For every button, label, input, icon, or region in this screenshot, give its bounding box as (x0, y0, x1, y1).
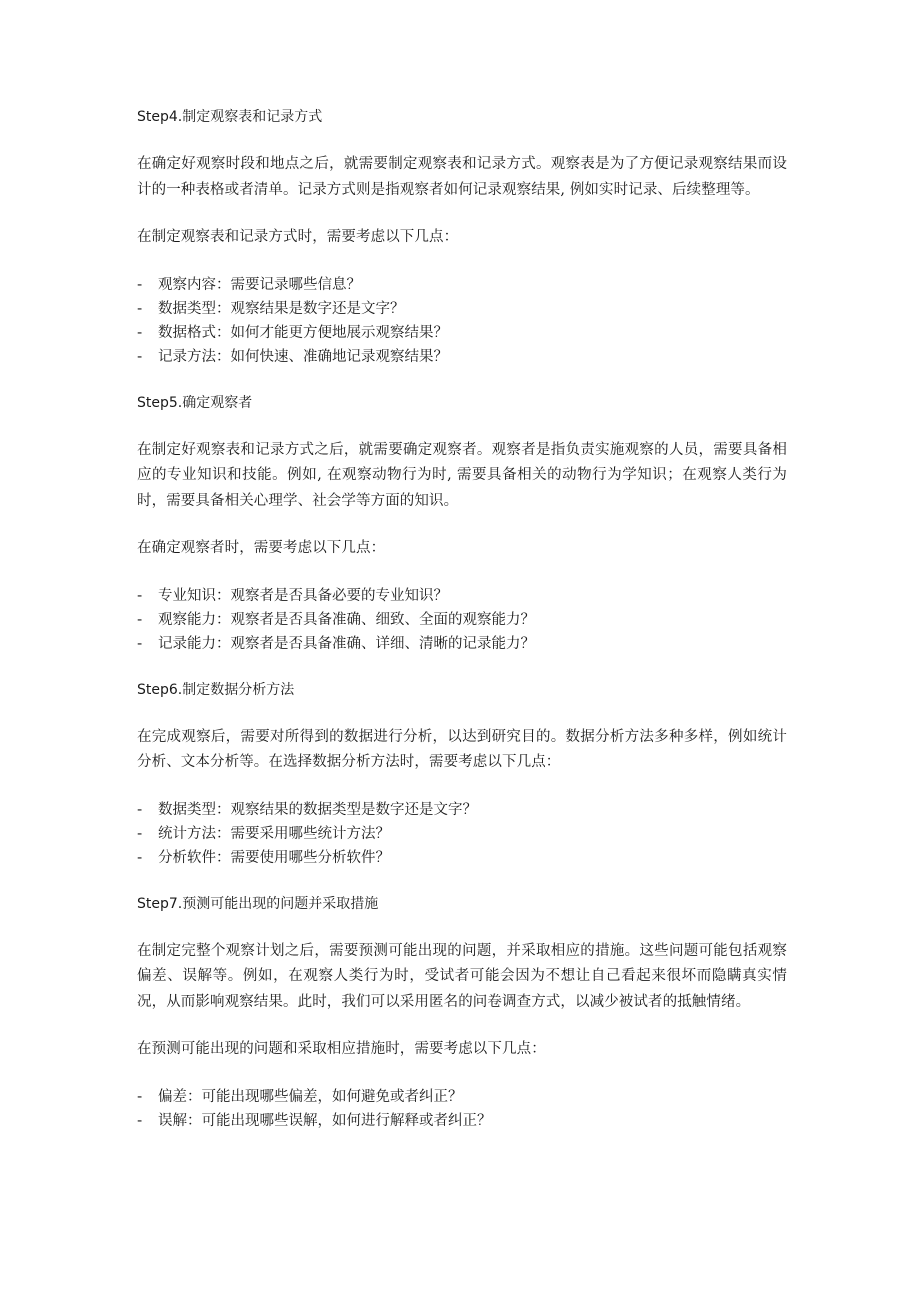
dash-bullet: - (137, 1112, 143, 1129)
list-item (137, 297, 787, 321)
paragraph: 在确定好观察时段和地点之后，就需要制定观察表和记录方式。观察表是为了方便记录观察结果而设计的一种表格或者清单。记录方式则是指观察者如何记录观察结果, 例如实时记录、后续整理等。 (137, 156, 787, 198)
list-item (137, 608, 787, 632)
section-heading: Step5.确定观察者 (137, 394, 253, 411)
list-item-text: 记录能力：观察者是否具备准确、详细、清晰的记录能力？ (158, 635, 535, 652)
bullet-list (137, 1085, 787, 1133)
list-item-text: 观察能力：观察者是否具备准确、细致、全面的观察能力？ (158, 611, 535, 628)
section-step4 (137, 105, 787, 369)
bullet-list (137, 798, 787, 870)
list-item (137, 798, 787, 822)
paragraph: 在制定观察表和记录方式时，需要考虑以下几点： (137, 229, 459, 245)
dash-bullet: - (137, 587, 143, 604)
list-item-text: 误解：可能出现哪些误解，如何进行解释或者纠正？ (158, 1112, 492, 1129)
paragraph: 在制定好观察表和记录方式之后，就需要确定观察者。观察者是指负责实施观察的人员，需要具备相应的专业知识和技能。例如, 在观察动物行为时, 需要具备相关的动物行为学知识；在观察人类行为时，需要具备相关心理学、社会学等方面的知识。 (137, 441, 787, 509)
list-item-text: 专业知识：观察者是否具备必要的专业知识？ (158, 587, 448, 604)
list-item-text: 数据类型：观察结果是数字还是文字？ (158, 300, 405, 317)
dash-bullet: - (137, 635, 143, 652)
document-page (137, 105, 787, 1155)
paragraph: 在确定观察者时，需要考虑以下几点： (137, 540, 386, 556)
dash-bullet: - (137, 348, 143, 365)
list-item-text: 数据格式：如何才能更方便地展示观察结果？ (158, 324, 448, 341)
dash-bullet: - (137, 825, 143, 842)
section-step6 (137, 678, 787, 870)
section-heading: Step7.预测可能出现的问题并采取措施 (137, 895, 379, 912)
list-item-text: 数据类型：观察结果的数据类型是数字还是文字？ (158, 801, 477, 818)
dash-bullet: - (137, 324, 143, 341)
list-item-text: 记录方法：如何快速、准确地记录观察结果？ (158, 348, 448, 365)
list-item (137, 822, 787, 846)
list-item-text: 分析软件：需要使用哪些分析软件？ (158, 849, 390, 866)
dash-bullet: - (137, 1088, 143, 1105)
paragraph: 在完成观察后，需要对所得到的数据进行分析，以达到研究目的。数据分析方法多种多样，例如统计分析、文本分析等。在选择数据分析方法时，需要考虑以下几点： (137, 728, 787, 770)
list-item-text: 偏差：可能出现哪些偏差，如何避免或者纠正？ (158, 1088, 463, 1105)
paragraph: 在预测可能出现的问题和采取相应措施时，需要考虑以下几点： (137, 1041, 546, 1057)
bullet-list (137, 273, 787, 369)
list-item (137, 584, 787, 608)
dash-bullet: - (137, 300, 143, 317)
section-heading: Step4.制定观察表和记录方式 (137, 109, 323, 125)
list-item (137, 846, 787, 870)
dash-bullet: - (137, 276, 143, 293)
list-item (137, 345, 787, 369)
list-item-text: 统计方法：需要采用哪些统计方法？ (158, 825, 390, 842)
section-heading: Step6.制定数据分析方法 (137, 681, 295, 698)
dash-bullet: - (137, 801, 143, 818)
section-step5 (137, 391, 787, 656)
list-item (137, 273, 787, 297)
paragraph: 在制定完整个观察计划之后，需要预测可能出现的问题，并采取相应的措施。这些问题可能包括观察偏差、误解等。例如，在观察人类行为时，受试者可能会因为不想让自己看起来很坏而隐瞒真实情况，从而影响观察结果。此时，我们可以采用匿名的问卷调查方式，以减少被试者的抵触情绪。 (137, 942, 787, 1010)
list-item (137, 632, 787, 656)
list-item (137, 1109, 787, 1133)
dash-bullet: - (137, 849, 143, 866)
dash-bullet: - (137, 611, 143, 628)
list-item-text: 观察内容：需要记录哪些信息？ (158, 276, 361, 293)
list-item (137, 1085, 787, 1109)
list-item (137, 321, 787, 345)
bullet-list (137, 584, 787, 656)
section-step7 (137, 892, 787, 1133)
